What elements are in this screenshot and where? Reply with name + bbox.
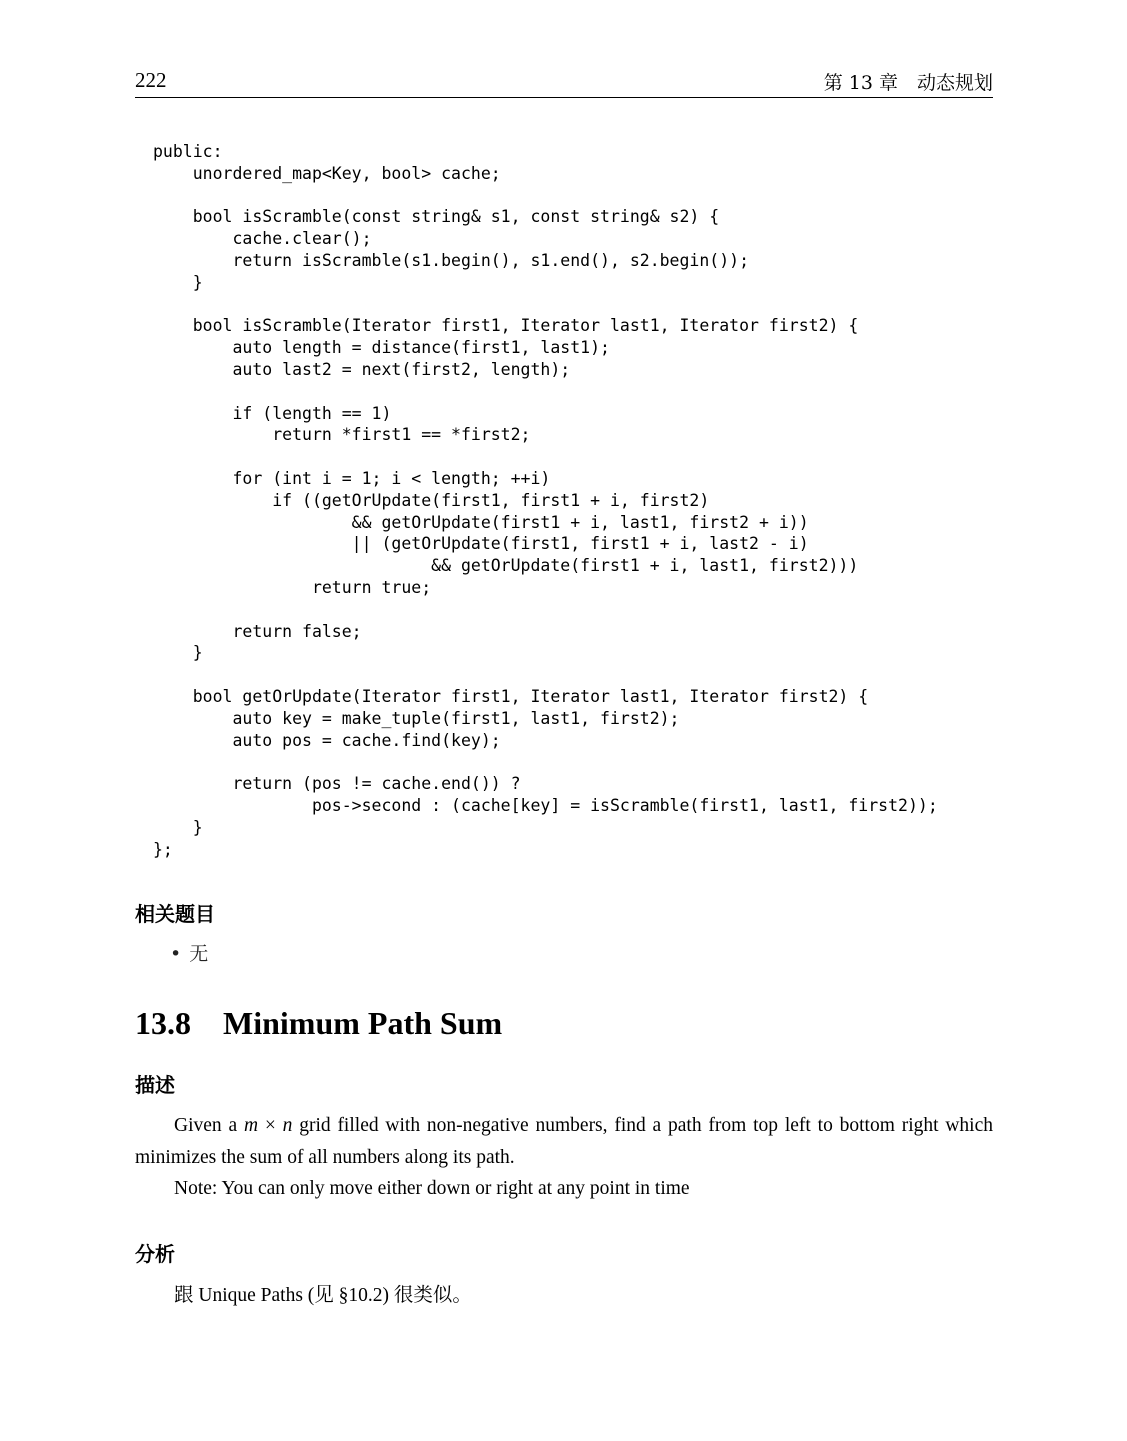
code-line (153, 599, 938, 621)
code-line: || (getOrUpdate(first1, first1 + i, last2 - i) (153, 534, 809, 554)
page-header (135, 68, 993, 98)
related-problem-text: 无 (189, 943, 209, 965)
bullet-icon: • (170, 943, 182, 965)
code-line: for (int i = 1; i < length; ++i) (153, 468, 551, 488)
code-line: cache.clear(); (153, 229, 372, 249)
code-line: public: (153, 142, 223, 161)
code-line (153, 664, 938, 686)
code-line: unordered_map<Key, bool> cache; (153, 163, 501, 183)
code-line (153, 751, 938, 773)
description-text-start: Given a (174, 1115, 244, 1136)
analysis-heading: 分析 (135, 1242, 175, 1266)
section-name: Minimum Path Sum (223, 1005, 503, 1041)
code-line: if ((getOrUpdate(first1, first1 + i, first2) (153, 490, 710, 510)
code-line: return *first1 == *first2; (153, 425, 531, 445)
chapter-title: 第 13 章 动态规划 (823, 72, 993, 94)
code-line (153, 294, 938, 316)
code-line: } (153, 643, 203, 663)
math-n: n (282, 1115, 293, 1136)
code-line: auto pos = cache.find(key); (153, 730, 501, 750)
code-line: auto key = make_tuple(first1, last1, first2); (153, 708, 680, 728)
code-line: return true; (153, 577, 432, 597)
page-number: 222 (135, 68, 167, 92)
description-paragraph (135, 1110, 993, 1174)
code-line: } (153, 272, 203, 292)
code-line: bool isScramble(const string& s1, const string& s2) { (153, 207, 720, 227)
code-line (153, 446, 938, 468)
code-line: auto last2 = next(first2, length); (153, 359, 571, 379)
section-title (135, 1005, 502, 1042)
code-line: bool getOrUpdate(Iterator first1, Iterator last1, Iterator first2) { (153, 686, 869, 706)
code-listing (153, 141, 938, 860)
code-line: && getOrUpdate(first1 + i, last1, first2 + i)) (153, 512, 809, 532)
related-problems-heading: 相关题目 (135, 902, 215, 926)
description-heading: 描述 (135, 1073, 175, 1097)
math-m: m (243, 1115, 259, 1136)
code-line: return false; (153, 621, 362, 641)
code-line: bool isScramble(Iterator first1, Iterator last1, Iterator first2) { (153, 316, 859, 336)
code-line: pos->second : (cache[key] = isScramble(first1, last1, first2)); (153, 795, 938, 815)
code-line: return isScramble(s1.begin(), s1.end(), s2.begin()); (153, 250, 750, 270)
related-problem-item (170, 939, 208, 966)
note-paragraph: Note: You can only move either down or right at any point in time (174, 1178, 690, 1199)
code-line: if (length == 1) (153, 403, 392, 423)
code-line: && getOrUpdate(first1 + i, last1, first2))) (153, 556, 859, 576)
description-text-end: grid filled with non-negative numbers, find a path from top left to bottom right which minimizes the sum of all numbers along its path. (135, 1115, 993, 1168)
code-line: auto length = distance(first1, last1); (153, 338, 610, 358)
code-line: return (pos != cache.end()) ? (153, 774, 521, 794)
code-line (153, 381, 938, 403)
section-number: 13.8 (135, 1005, 191, 1041)
code-line: }; (153, 839, 173, 859)
code-line (153, 185, 938, 207)
code-line: } (153, 817, 203, 837)
math-times: × (258, 1115, 283, 1136)
analysis-paragraph: 跟 Unique Paths (见 §10.2) 很类似。 (174, 1285, 472, 1306)
